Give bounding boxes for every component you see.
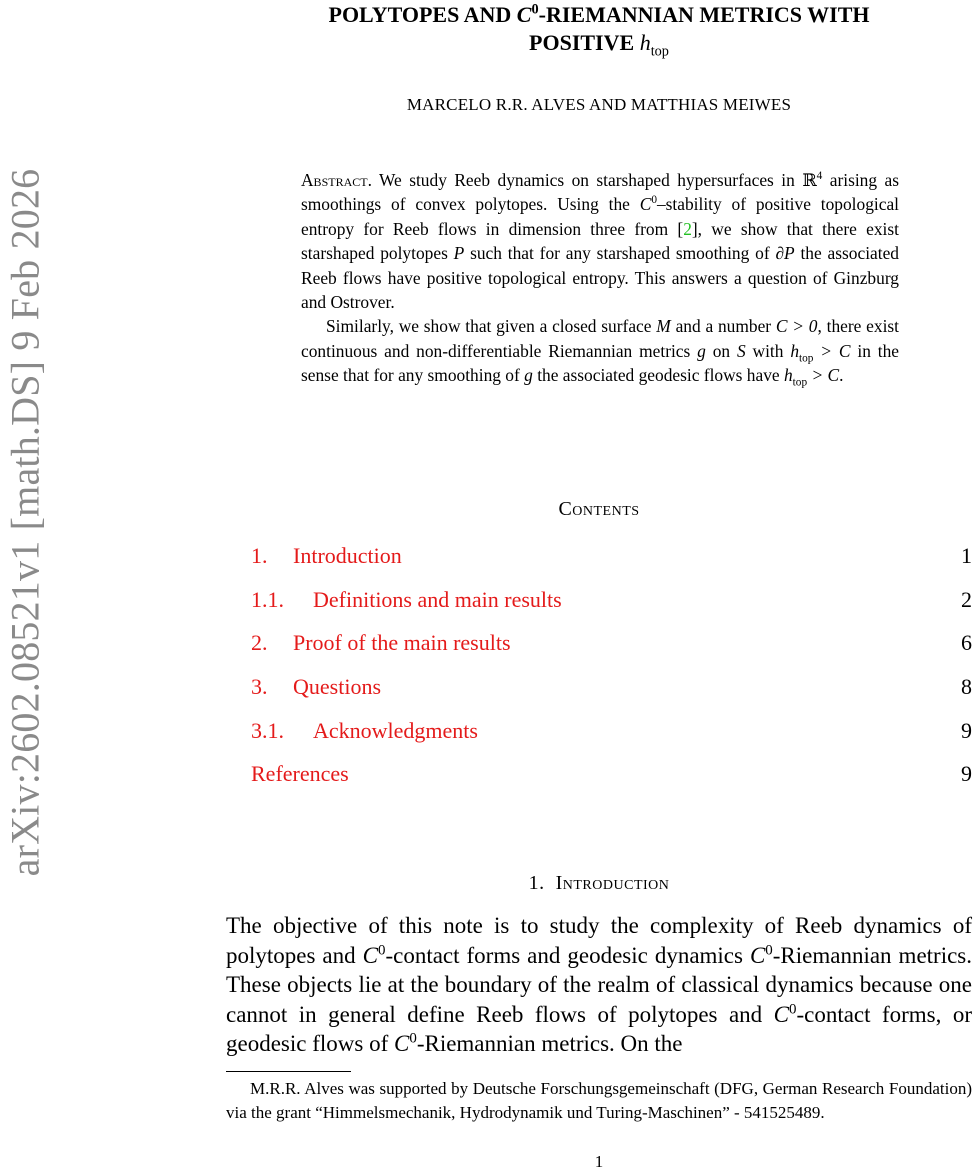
title-line-1: POLYTOPES AND $C^0$-RIEMANNIAN METRICS WITH xyxy=(328,1,870,27)
abstract-label: Abstract. xyxy=(301,170,372,190)
page-number: 1 xyxy=(594,1152,604,1171)
toc-entry-page: 2 xyxy=(961,586,972,612)
footnote: M.R.R. Alves was supported by Deutsche Forschungsgemeinschaft (DFG, German Research Foundation) via the grant “Himmelsmechanik, Hydrodynamik und Turing-Maschinen” - 541525489. xyxy=(226,1079,972,1122)
toc-entry-questions[interactable] xyxy=(251,671,972,715)
contents-heading: Contents xyxy=(558,498,640,520)
table-of-contents xyxy=(251,540,972,802)
toc-entry-link[interactable]: Proof of the main results xyxy=(293,630,511,656)
toc-entry-link[interactable]: Definitions and main results xyxy=(313,586,562,612)
toc-entry-introduction[interactable] xyxy=(251,540,972,584)
arxiv-identifier-stamp: arXiv:2602.08521v1 [math.DS] 9 Feb 2026 xyxy=(2,168,48,877)
toc-entry-link[interactable]: Acknowledgments xyxy=(313,717,478,743)
toc-entry-number: 1. xyxy=(251,543,268,568)
section-title: Introduction xyxy=(555,872,670,894)
footnote-divider xyxy=(226,1071,351,1072)
toc-entry-link[interactable]: Questions xyxy=(293,674,381,700)
abstract-paragraph-1: Abstract. We study Reeb dynamics on starshaped hypersurfaces in ℝ$^4$ arising as smoothings of convex polytopes. Using the $C^0$–stability of positive topological entropy for Reeb flows in dimension three from [2], we show that there exist starshaped polytopes P such that for any starshaped smoothing of ∂P the associated Reeb flows have positive topological entropy. This answers a question of Ginzburg and Ostrover. xyxy=(301,170,900,313)
toc-entry-proof[interactable] xyxy=(251,627,972,671)
section-number: 1. xyxy=(528,872,545,894)
toc-entry-page: 1 xyxy=(961,543,972,568)
abstract-paragraph-2: Similarly, we show that given a closed surface M and a number C > 0, there exist continuous and non-differentiable Riemannian metrics g on S with $h_{top} > C$ in the sense that for any smoothing of g the associated geodesic flows have $h_{top} > C$. xyxy=(301,316,899,389)
toc-entry-page: 8 xyxy=(961,674,972,700)
section-heading-introduction xyxy=(226,872,972,895)
toc-entry-number: 3.1. xyxy=(251,717,284,743)
abstract xyxy=(301,168,899,388)
paper-authors: MARCELO R.R. ALVES AND MATTHIAS MEIWES xyxy=(406,95,792,114)
toc-entry-number: 2. xyxy=(251,630,268,656)
title-line-2: POSITIVE $h_{top}$ xyxy=(529,30,669,60)
toc-entry-link[interactable]: Introduction xyxy=(293,543,402,568)
toc-entry-number: 1.1. xyxy=(251,586,284,612)
paper-title xyxy=(226,1,972,60)
toc-entry-page: 6 xyxy=(961,630,972,656)
citation-link[interactable]: 2 xyxy=(683,218,692,239)
toc-entry-number: 3. xyxy=(251,674,268,700)
toc-entry-references[interactable] xyxy=(251,758,972,802)
toc-entry-acknowledgments[interactable] xyxy=(251,715,972,759)
introduction-paragraph: The objective of this note is to study the complexity of Reeb dynamics of polytopes and $C^0$-contact forms and geodesic dynamics $C^0$-Riemannian metrics. These objects lie at the boundary of the realm of classical dynamics because one cannot in general define Reeb flows of polytopes and $C^0$-contact forms, or geodesic flows of $C^0$-Riemannian metrics. On the xyxy=(226,913,973,1057)
toc-entry-page: 9 xyxy=(961,717,972,743)
toc-entry-page: 9 xyxy=(961,761,972,787)
toc-entry-link[interactable]: References xyxy=(251,761,349,787)
toc-entry-definitions[interactable] xyxy=(251,584,972,628)
